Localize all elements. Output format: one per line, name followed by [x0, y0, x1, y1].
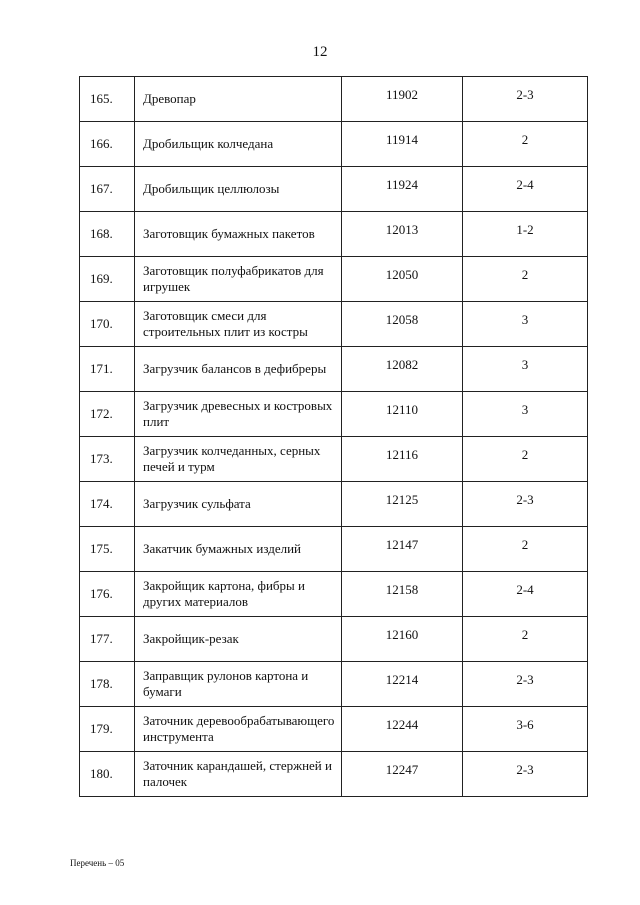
occupation-code-cell	[342, 392, 463, 437]
occupation-code-cell	[342, 572, 463, 617]
occupation-name-text: Загрузчик сульфата	[143, 496, 251, 511]
row-number-cell	[80, 212, 135, 257]
occupation-name-cell	[135, 482, 342, 527]
grade-range-cell	[463, 347, 588, 392]
grade-range-text: 3	[521, 402, 529, 417]
row-number-cell	[80, 167, 135, 212]
grade-range-text: 2	[521, 267, 529, 282]
occupation-code-cell	[342, 707, 463, 752]
row-number-text: 176.	[90, 586, 113, 601]
occupation-name-text: Загрузчик древесных и костровых плит	[143, 398, 333, 429]
occupation-code-cell	[342, 437, 463, 482]
row-number-cell	[80, 392, 135, 437]
page-number: 12	[312, 44, 328, 60]
table-body	[80, 77, 588, 797]
grade-range-cell	[463, 392, 588, 437]
occupation-code-cell	[342, 257, 463, 302]
table-row	[80, 392, 588, 437]
grade-range-text: 1-2	[516, 222, 534, 237]
grade-range-text: 2-4	[516, 177, 534, 192]
table-row	[80, 662, 588, 707]
row-number-text: 179.	[90, 721, 113, 736]
table-row	[80, 752, 588, 797]
occupation-name-cell	[135, 257, 342, 302]
row-number-text: 168.	[90, 226, 113, 241]
occupation-code-cell	[342, 77, 463, 122]
occupation-name-text: Дробильщик колчедана	[143, 136, 274, 151]
grade-range-text: 3	[521, 357, 529, 372]
grade-range-text: 2-3	[516, 492, 534, 507]
occupation-code-text: 12125	[385, 492, 419, 507]
occupation-code-cell	[342, 347, 463, 392]
occupation-code-cell	[342, 617, 463, 662]
occupation-name-cell	[135, 212, 342, 257]
occupation-name-text: Загрузчик балансов в дефибреры	[143, 361, 327, 376]
occupation-code-cell	[342, 212, 463, 257]
occupations-table	[79, 76, 588, 797]
occupation-code-text: 12116	[385, 447, 419, 462]
row-number-cell	[80, 617, 135, 662]
grade-range-cell	[463, 167, 588, 212]
occupation-name-text: Дробильщик целлюлозы	[143, 181, 280, 196]
table-row	[80, 572, 588, 617]
occupation-code-cell	[342, 527, 463, 572]
occupation-name-cell	[135, 77, 342, 122]
occupation-code-text: 12147	[385, 537, 419, 552]
occupation-code-cell	[342, 752, 463, 797]
occupation-name-cell	[135, 437, 342, 482]
row-number-text: 171.	[90, 361, 113, 376]
grade-range-cell	[463, 437, 588, 482]
occupation-code-text: 11902	[385, 87, 419, 102]
row-number-cell	[80, 122, 135, 167]
table-row	[80, 617, 588, 662]
occupation-code-cell	[342, 482, 463, 527]
row-number-cell	[80, 77, 135, 122]
occupation-code-cell	[342, 302, 463, 347]
document-footer-label: Перечень – 05	[70, 858, 125, 868]
row-number-cell	[80, 527, 135, 572]
occupation-code-text: 12158	[385, 582, 419, 597]
row-number-text: 178.	[90, 676, 113, 691]
occupation-code-cell	[342, 167, 463, 212]
grade-range-cell	[463, 212, 588, 257]
grade-range-text: 2	[521, 537, 529, 552]
occupation-name-text: Древопар	[143, 91, 196, 106]
occupation-name-cell	[135, 392, 342, 437]
occupation-name-text: Заправщик рулонов картона и бумаги	[143, 668, 309, 699]
occupation-name-text: Заготовщик полуфабрикатов для игрушек	[143, 263, 324, 294]
occupation-name-cell	[135, 122, 342, 167]
table-row	[80, 527, 588, 572]
occupation-name-cell	[135, 527, 342, 572]
grade-range-cell	[463, 617, 588, 662]
grade-range-cell	[463, 77, 588, 122]
occupation-code-text: 12050	[385, 267, 419, 282]
row-number-text: 169.	[90, 271, 113, 286]
occupation-code-text: 12214	[385, 672, 419, 687]
grade-range-text: 2-3	[516, 762, 534, 777]
occupation-name-cell	[135, 752, 342, 797]
occupation-code-cell	[342, 662, 463, 707]
occupation-name-text: Заточник деревообрабатывающего инструмента	[143, 713, 335, 744]
row-number-cell	[80, 662, 135, 707]
grade-range-cell	[463, 302, 588, 347]
row-number-cell	[80, 482, 135, 527]
row-number-text: 173.	[90, 451, 113, 466]
table-row	[80, 122, 588, 167]
occupation-name-text: Закатчик бумажных изделий	[143, 541, 301, 556]
table-row	[80, 302, 588, 347]
occupation-code-text: 12244	[385, 717, 419, 732]
row-number-cell	[80, 572, 135, 617]
grade-range-cell	[463, 482, 588, 527]
occupation-name-text: Закройщик-резак	[143, 631, 239, 646]
occupation-name-text: Заготовщик бумажных пакетов	[143, 226, 315, 241]
grade-range-cell	[463, 527, 588, 572]
row-number-text: 174.	[90, 496, 113, 511]
table-row	[80, 167, 588, 212]
occupation-code-text: 11924	[385, 177, 419, 192]
occupation-code-text: 11914	[385, 132, 419, 147]
table-row	[80, 347, 588, 392]
occupation-name-text: Закройщик картона, фибры и других материалов	[143, 578, 305, 609]
grade-range-text: 2-3	[516, 87, 534, 102]
occupation-name-cell	[135, 302, 342, 347]
grade-range-text: 3	[521, 312, 529, 327]
occupation-code-cell	[342, 122, 463, 167]
row-number-text: 167.	[90, 181, 113, 196]
occupation-name-cell	[135, 572, 342, 617]
grade-range-cell	[463, 257, 588, 302]
row-number-cell	[80, 302, 135, 347]
table-row	[80, 437, 588, 482]
occupation-name-cell	[135, 347, 342, 392]
row-number-cell	[80, 437, 135, 482]
grade-range-text: 2	[521, 447, 529, 462]
occupation-name-text: Заготовщик смеси для строительных плит из костры	[143, 308, 308, 339]
occupation-name-cell	[135, 707, 342, 752]
grade-range-text: 2-3	[516, 672, 534, 687]
row-number-cell	[80, 347, 135, 392]
grade-range-cell	[463, 572, 588, 617]
occupation-name-cell	[135, 167, 342, 212]
occupation-name-text: Заточник карандашей, стержней и палочек	[143, 758, 332, 789]
grade-range-text: 2	[521, 627, 529, 642]
table-row	[80, 257, 588, 302]
row-number-cell	[80, 257, 135, 302]
grade-range-text: 2	[521, 132, 529, 147]
occupation-name-cell	[135, 617, 342, 662]
row-number-text: 170.	[90, 316, 113, 331]
row-number-cell	[80, 752, 135, 797]
table-row	[80, 482, 588, 527]
occupation-code-text: 12160	[385, 627, 419, 642]
row-number-text: 165.	[90, 91, 113, 106]
table-row	[80, 707, 588, 752]
grade-range-cell	[463, 662, 588, 707]
grade-range-cell	[463, 122, 588, 167]
row-number-text: 177.	[90, 631, 113, 646]
row-number-text: 166.	[90, 136, 113, 151]
grade-range-cell	[463, 707, 588, 752]
row-number-cell	[80, 707, 135, 752]
table-row	[80, 77, 588, 122]
grade-range-text: 2-4	[516, 582, 534, 597]
occupation-code-text: 12082	[385, 357, 419, 372]
occupation-name-cell	[135, 662, 342, 707]
grade-range-text: 3-6	[516, 717, 534, 732]
occupation-code-text: 12058	[385, 312, 419, 327]
occupation-name-text: Загрузчик колчеданных, серных печей и турм	[143, 443, 321, 474]
row-number-text: 172.	[90, 406, 113, 421]
table-row	[80, 212, 588, 257]
occupation-code-text: 12247	[385, 762, 419, 777]
occupation-code-text: 12013	[385, 222, 419, 237]
row-number-text: 180.	[90, 766, 113, 781]
grade-range-cell	[463, 752, 588, 797]
row-number-text: 175.	[90, 541, 113, 556]
occupation-code-text: 12110	[385, 402, 419, 417]
